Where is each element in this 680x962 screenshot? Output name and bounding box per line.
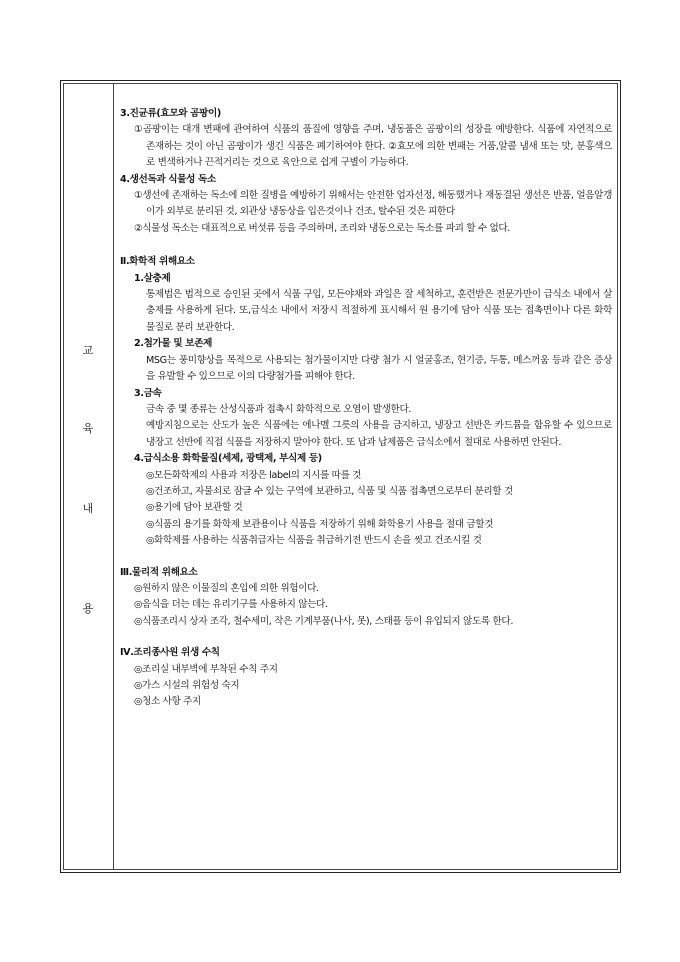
side-label-char: 육 [82,422,94,435]
toxins-heading: 4.생선독과 식물성 독소 [120,173,216,185]
side-label-char: 내 [82,502,94,515]
side-label-char: 교 [82,344,94,357]
physical-item: ◎음식을 더는 데는 유리기구를 사용하지 않는다. [134,599,328,611]
pesticide-paragraph: 통제법은 법적으로 승인된 곳에서 식품 구입, 모든야채와 과일은 잘 세척하고, 훈련받은 전문가만이 급식소 내에서 살충제를 사용하게 된다. 또,급식소 내에서 저장시 적절하게 표시해서 원 용기에 담아 식품 또는 접촉면이나 다른 화학 물질로 분리 보관한다. [146,289,612,333]
worker-item: ◎청소 사항 주지 [134,696,201,708]
physical-item: ◎식품조리시 상자 조각, 철수세미, 작은 기계부품(나사, 못), 스태플 등이 유입되지 않도록 한다. [134,615,514,627]
pesticide-heading: 1.살충제 [134,272,171,284]
additive-paragraph: MSG는 풍미향상을 목적으로 사용되는 첨가물이지만 다량 첨가 시 얼굴홍조, 현기증, 두통, 메스꺼움 등과 같은 증상을 유발할 수 있으므로 이의 다량첨가를 피해야 한다. [146,354,612,383]
fungi-paragraph: ①곰팡이는 대개 변패에 관여하여 식품의 품질에 영향을 주며, 냉동품은 곰팡이의 성장을 예방한다. 식품에 자연적으로 존재하는 것이 아닌 곰팡이가 생긴 식품은 폐기하여야 한다. ②효모에 의한 변패는 거품,알콜 냄새 또는 맛, 분홍색으로 변색하거나 끈적거리는 것으로 육안으로 쉽게 구별이 가능하다. [134,124,612,169]
chemicals-item: ◎화학제를 사용하는 식품취급자는 식품을 취급하기전 반드시 손을 씻고 건조시킬 것 [146,535,482,547]
column-divider [113,83,114,870]
metal-paragraph-1: 금속 중 몇 종류는 산성식품과 접촉시 화학적으로 오염이 발생한다. [146,403,412,415]
physical-title: Ⅲ.물리적 위해요소 [120,566,198,578]
side-label-char: 용 [82,602,94,615]
chemical-title: Ⅱ.화학적 위해요소 [120,256,195,268]
toxins-paragraph-2: ②식물성 독소는 대표적으로 버섯류 등을 주의하며, 조리와 냉동으로는 독소를 파괴 할 수 없다. [134,222,510,234]
fungi-heading: 3.진균류(효모와 곰팡이) [120,108,221,119]
metal-paragraph-2: 예방지침으로는 산도가 높은 식품에는 에나멜 그릇의 사용을 금지하고, 냉장고 선반은 카드뮴을 함유할 수 있으므로 냉장고 선반에 직접 식품을 저장하지 말아야 한다. 또 납과 납제품은 급식소에서 절대로 사용하면 안된다. [146,420,612,448]
toxins-paragraph-1: ①생선에 존재하는 독소에 의한 질병을 예방하기 위해서는 안전한 업자선정, 해동했거나 재동결된 생선은 반품, 얼음알갱이가 외부로 분리된 것, 외관상 냉동상을 입은것이나 건조, 탈수된 것은 피한다 [134,190,612,218]
chemicals-item: ◎모든화학제의 사용과 저장은 label의 지시를 따를 것 [146,469,362,481]
metal-heading: 3.금속 [134,387,162,399]
chemicals-item: ◎건조하고, 자물쇠로 잠글 수 있는 구역에 보관하고, 식품 및 식품 접촉면으로부터 분리할 것 [146,485,513,497]
worker-item: ◎조리실 내부벽에 부착된 수칙 주지 [134,663,278,675]
chemicals-heading: 4.급식소용 화학물질(세제, 광택제, 부식제 등) [134,453,322,465]
physical-item: ◎원하지 않은 이물질의 혼입에 의한 위험이다. [134,582,319,594]
chemicals-item: ◎식품의 용기를 화학제 보관용이나 식품을 저장하기 위해 화학용기 사용을 절대 금할것 [146,518,494,530]
chemicals-item: ◎용기에 담아 보관할 것 [146,502,243,514]
worker-item: ◎가스 시설의 위험성 숙지 [134,680,240,691]
additive-heading: 2.첨가물 및 보존제 [134,338,213,350]
education-content [120,106,612,711]
worker-title: Ⅳ.조리종사원 위생 수칙 [120,647,220,659]
